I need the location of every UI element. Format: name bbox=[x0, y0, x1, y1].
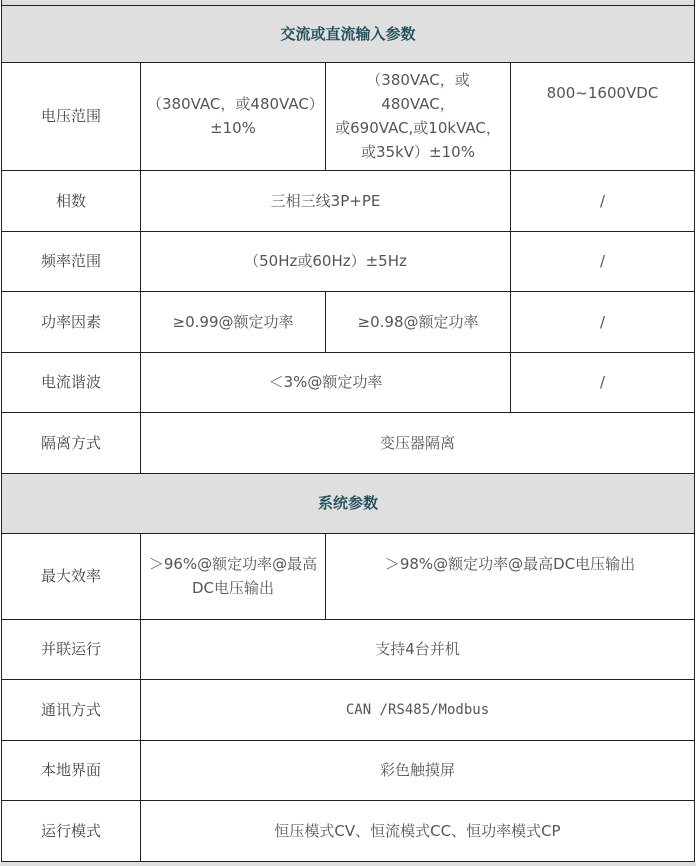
pf-dc: / bbox=[511, 291, 695, 352]
section-row-system bbox=[2, 473, 695, 533]
section-title-system: 系统参数 bbox=[2, 473, 695, 533]
table-row-pf bbox=[2, 291, 695, 352]
row-label-phase: 相数 bbox=[2, 170, 141, 231]
comm-value: CAN /RS485/Modbus bbox=[141, 679, 695, 740]
isolation-value: 变压器隔离 bbox=[141, 412, 695, 473]
table-row-mode bbox=[2, 800, 695, 861]
table-row-thd bbox=[2, 352, 695, 412]
voltage-cell-1-line-1: （380VAC，或480VAC） bbox=[147, 95, 324, 113]
section-row-input bbox=[2, 5, 695, 62]
row-label-freq: 频率范围 bbox=[2, 231, 141, 291]
thd-dc: / bbox=[511, 352, 695, 412]
freq-value: （50Hz或60Hz）±5Hz bbox=[141, 231, 511, 291]
row-label-efficiency: 最大效率 bbox=[2, 533, 141, 619]
voltage-cell-1-line-2: ±10% bbox=[210, 119, 256, 137]
efficiency-cell-1 bbox=[141, 533, 326, 619]
pf-cell-2: ≥0.98@额定功率 bbox=[326, 291, 511, 352]
phase-dc: / bbox=[511, 170, 695, 231]
efficiency-cell-2: ＞98%@额定功率@最高DC电压输出 bbox=[326, 533, 695, 619]
spec-table bbox=[1, 0, 695, 862]
voltage-cell-2-line-3: 或35kV）±10% bbox=[361, 143, 475, 161]
row-label-comm: 通讯方式 bbox=[2, 679, 141, 740]
row-label-local-ui: 本地界面 bbox=[2, 740, 141, 800]
row-label-parallel: 并联运行 bbox=[2, 619, 141, 679]
table-row-comm bbox=[2, 679, 695, 740]
voltage-cell-1 bbox=[141, 62, 326, 170]
table-row-voltage bbox=[2, 62, 695, 170]
table-row-freq bbox=[2, 231, 695, 291]
table-row-phase bbox=[2, 170, 695, 231]
mode-value: 恒压模式CV、恒流模式CC、恒功率模式CP bbox=[141, 800, 695, 861]
parallel-value: 支持4台并机 bbox=[141, 619, 695, 679]
thd-value: ＜3%@额定功率 bbox=[141, 352, 511, 412]
row-label-thd: 电流谐波 bbox=[2, 352, 141, 412]
table-bottom-strip bbox=[0, 862, 696, 866]
phase-value: 三相三线3P+PE bbox=[141, 170, 511, 231]
efficiency-cell-1-line-2: DC电压输出 bbox=[191, 579, 275, 597]
voltage-cell-2-line-1: （380VAC，或480VAC， bbox=[366, 71, 470, 113]
section-title-input: 交流或直流输入参数 bbox=[2, 5, 695, 62]
row-label-voltage: 电压范围 bbox=[2, 62, 141, 170]
voltage-cell-2 bbox=[326, 62, 511, 170]
voltage-cell-dc: 800~1600VDC bbox=[511, 62, 695, 170]
table-row-parallel bbox=[2, 619, 695, 679]
row-label-mode: 运行模式 bbox=[2, 800, 141, 861]
table-row-local-ui bbox=[2, 740, 695, 800]
row-label-pf: 功率因素 bbox=[2, 291, 141, 352]
table-row-isolation bbox=[2, 412, 695, 473]
row-label-isolation: 隔离方式 bbox=[2, 412, 141, 473]
efficiency-cell-1-line-1: ＞96%@额定功率@最高 bbox=[148, 555, 318, 573]
freq-dc: / bbox=[511, 231, 695, 291]
pf-cell-1: ≥0.99@额定功率 bbox=[141, 291, 326, 352]
voltage-cell-2-line-2: 或690VAC,或10kVAC， bbox=[335, 119, 501, 137]
local-ui-value: 彩色触摸屏 bbox=[141, 740, 695, 800]
table-row-efficiency bbox=[2, 533, 695, 619]
